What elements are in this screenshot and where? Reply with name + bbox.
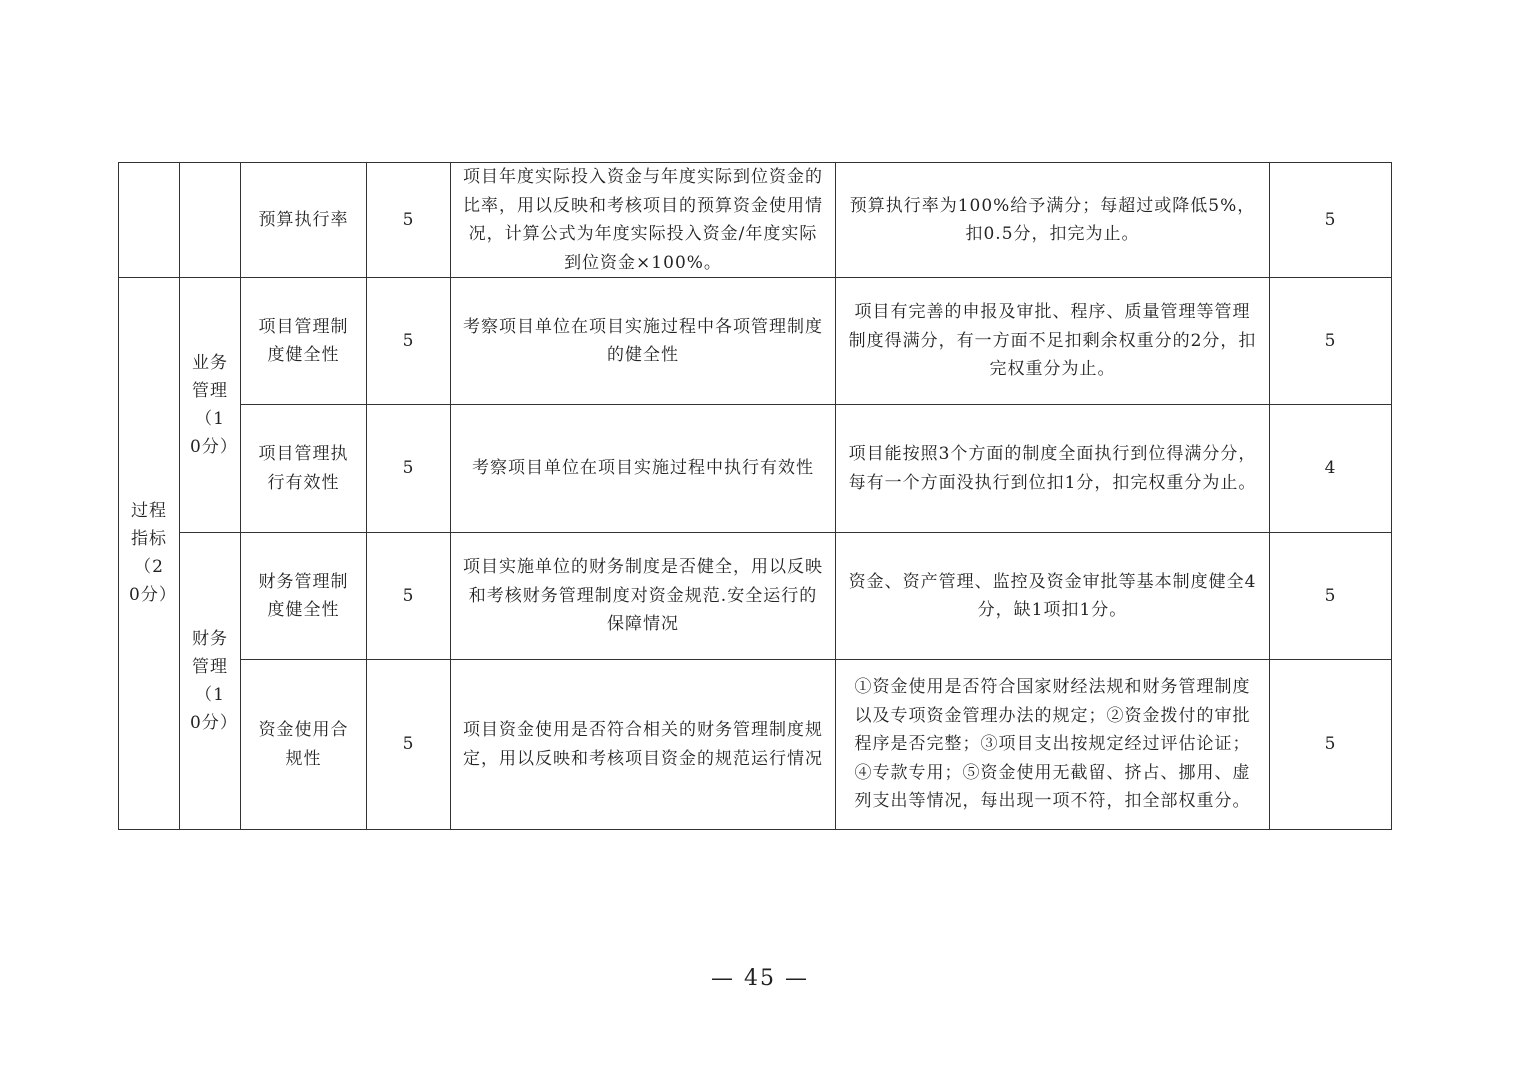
weight-cell: 5 [367,405,451,533]
weight-cell: 5 [367,163,451,278]
group-finance-label: 财务管理（10分） [190,628,238,733]
group-finance-management [180,533,241,830]
indicator-cell: 预算执行率 [241,163,367,278]
table-row-system-completeness [119,278,1392,405]
table-row-execution-effectiveness [119,405,1392,533]
definition-cell: 考察项目单位在项目实施过程中执行有效性 [451,405,836,533]
group-business-management [180,278,241,533]
indicator-cell: 资金使用合规性 [241,660,367,830]
criteria-cell: 项目能按照3个方面的制度全面执行到位得满分分，每有一个方面没执行到位扣1分，扣完权重分为止。 [836,405,1270,533]
definition-cell: 考察项目单位在项目实施过程中各项管理制度的健全性 [451,278,836,405]
weight-cell: 5 [367,533,451,660]
criteria-cell: 项目有完善的申报及审批、程序、质量管理等管理制度得满分，有一方面不足扣剩余权重分的2分，扣完权重分为止。 [836,278,1270,405]
table-row-fund-compliance [119,660,1392,830]
definition-cell: 项目资金使用是否符合相关的财务管理制度规定，用以反映和考核项目资金的规范运行情况 [451,660,836,830]
indicator-cell: 财务管理制度健全性 [241,533,367,660]
criteria-cell: 预算执行率为100%给予满分；每超过或降低5%，扣0.5分，扣完为止。 [836,163,1270,278]
evaluation-table [118,162,1392,830]
definition-cell: 项目年度实际投入资金与年度实际到位资金的比率，用以反映和考核项目的预算资金使用情况，计算公式为年度实际投入资金/年度实际到位资金×100%。 [451,163,836,278]
table-row-budget-execution [119,163,1392,278]
criteria-cell: ①资金使用是否符合国家财经法规和财务管理制度以及专项资金管理办法的规定；②资金拨付的审批程序是否完整；③项目支出按规定经过评估论证；④专款专用；⑤资金使用无截留、挤占、挪用、虚列支出等情况，每出现一项不符，扣全部权重分。 [836,660,1270,830]
group-process-label: 过程指标（20分） [129,501,177,606]
evaluation-table-container [118,162,1392,830]
group-process-indicator [119,278,180,830]
weight-cell: 5 [367,278,451,405]
empty-cell [119,163,180,278]
indicator-cell: 项目管理执行有效性 [241,405,367,533]
indicator-cell: 项目管理制度健全性 [241,278,367,405]
definition-cell: 项目实施单位的财务制度是否健全，用以反映和考核财务管理制度对资金规范.安全运行的保障情况 [451,533,836,660]
empty-cell [180,163,241,278]
score-cell: 5 [1270,660,1392,830]
page-number: — 45 — [711,966,809,991]
score-cell: 5 [1270,163,1392,278]
score-cell: 5 [1270,533,1392,660]
score-cell: 5 [1270,278,1392,405]
group-business-label: 业务管理（10分） [190,352,238,457]
criteria-cell: 资金、资产管理、监控及资金审批等基本制度健全4分，缺1项扣1分。 [836,533,1270,660]
score-cell: 4 [1270,405,1392,533]
table-row-finance-system [119,533,1392,660]
weight-cell: 5 [367,660,451,830]
